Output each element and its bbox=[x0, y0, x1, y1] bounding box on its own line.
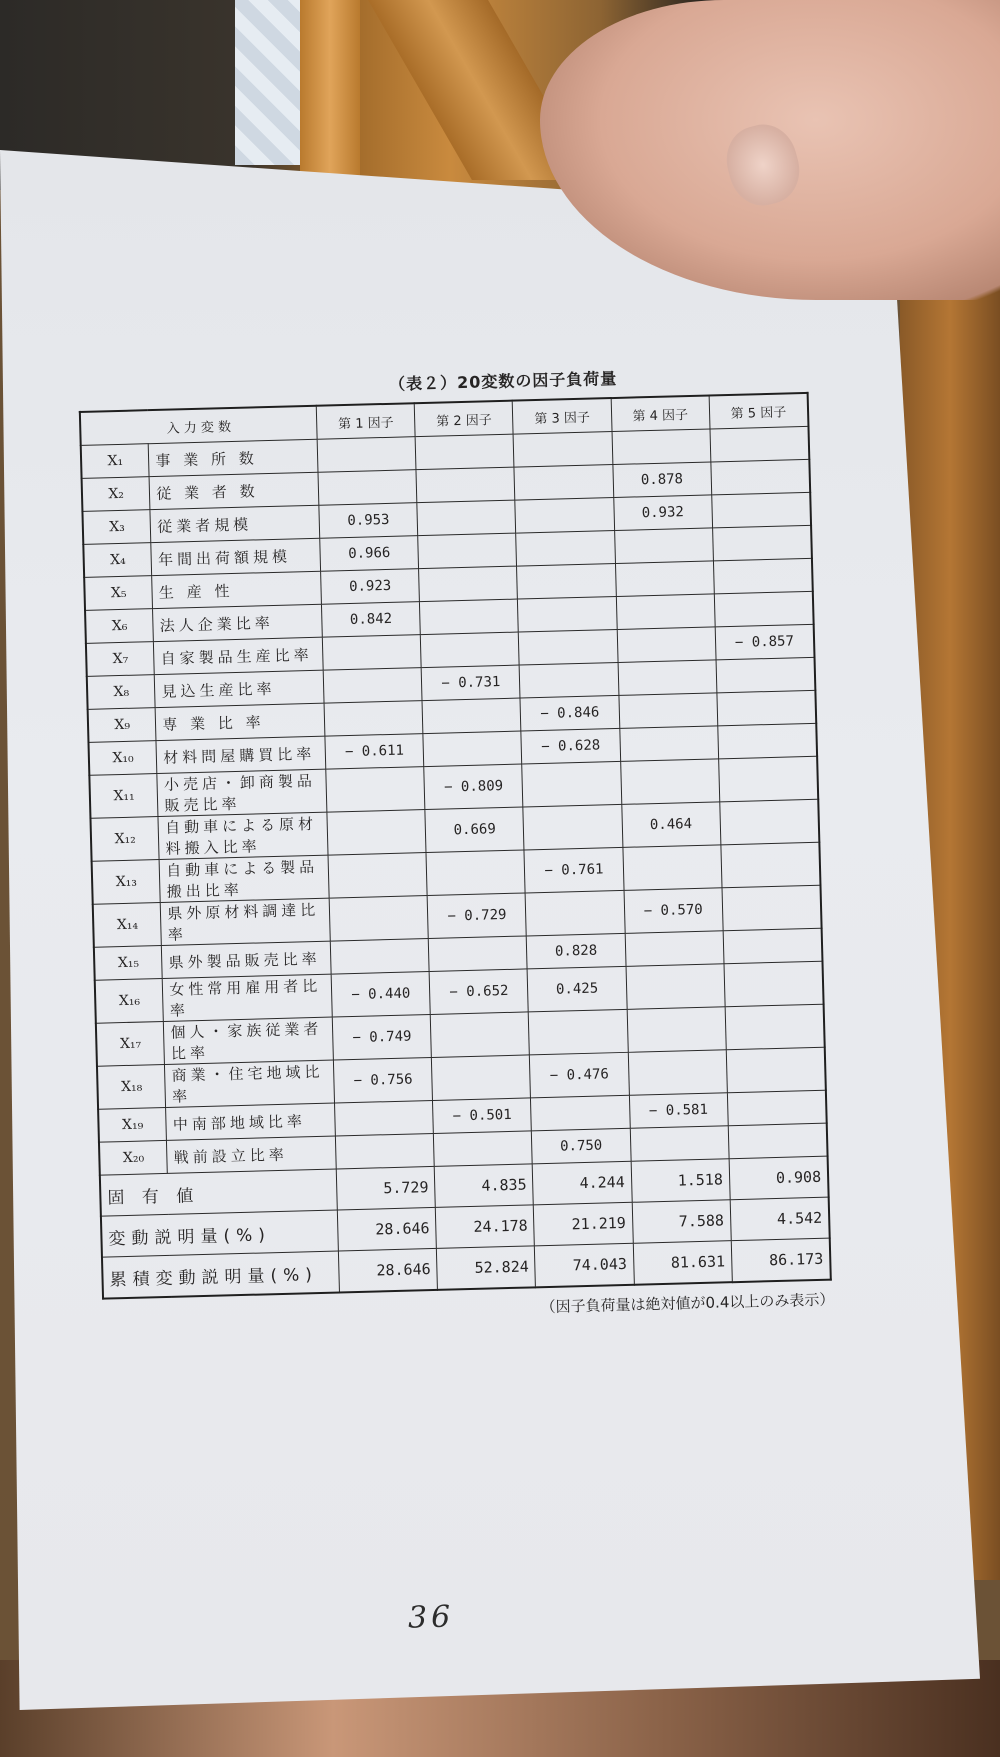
loading-value bbox=[418, 533, 517, 569]
loading-value bbox=[329, 896, 428, 942]
variable-name: 小売店・卸商製品販売比率 bbox=[157, 769, 327, 816]
variable-code: X₂₀ bbox=[99, 1140, 168, 1175]
variable-name: 自家製品生産比率 bbox=[154, 637, 324, 674]
loading-value: 0.750 bbox=[532, 1128, 631, 1164]
header-factor-3: 第 3 因子 bbox=[513, 398, 612, 434]
variable-name: 法人企業比率 bbox=[153, 604, 323, 641]
variable-code: X₁₁ bbox=[89, 774, 158, 819]
loading-value bbox=[517, 564, 616, 600]
loading-value bbox=[625, 931, 724, 967]
header-factor-4: 第 4 因子 bbox=[611, 395, 710, 431]
loading-value: − 0.570 bbox=[624, 888, 723, 934]
summary-label: 累積変動説明量(%) bbox=[102, 1251, 340, 1299]
variable-name: 年間出荷額規模 bbox=[151, 538, 321, 575]
loading-value bbox=[335, 1100, 434, 1136]
loading-value: 0.828 bbox=[527, 933, 626, 969]
loading-value bbox=[317, 437, 416, 473]
loading-value bbox=[714, 591, 814, 627]
summary-value: 0.908 bbox=[729, 1156, 829, 1200]
variable-code: X₁₂ bbox=[90, 817, 159, 862]
loading-value bbox=[721, 842, 821, 888]
summary-value: 81.631 bbox=[633, 1241, 732, 1285]
loading-value bbox=[522, 761, 621, 807]
loading-value bbox=[722, 885, 822, 931]
summary-value: 4.542 bbox=[730, 1197, 830, 1241]
loading-value bbox=[421, 632, 520, 668]
loading-value bbox=[525, 890, 624, 936]
loading-value bbox=[326, 767, 425, 813]
table-footnote: （因子負荷量は絶対値が0.4以上のみ表示） bbox=[540, 1290, 835, 1317]
loading-value bbox=[419, 566, 518, 602]
variable-code: X₇ bbox=[86, 642, 155, 677]
loading-value: − 0.628 bbox=[521, 728, 620, 764]
variable-code: X₉ bbox=[88, 708, 157, 743]
variable-name: 従業者規模 bbox=[150, 505, 320, 542]
header-factor-2: 第 2 因子 bbox=[414, 401, 513, 437]
loading-value bbox=[420, 599, 519, 635]
loading-value bbox=[513, 432, 612, 468]
loading-value bbox=[428, 936, 527, 972]
loading-value: 0.464 bbox=[621, 802, 720, 848]
loading-value: − 0.809 bbox=[424, 764, 523, 810]
background-chair-leg bbox=[300, 0, 360, 190]
table-caption: （表２）20変数の因子負荷量 bbox=[388, 368, 618, 394]
summary-value: 4.244 bbox=[533, 1161, 632, 1205]
variable-name: 女性常用雇用者比率 bbox=[163, 974, 333, 1021]
variable-name: 自動車による原材料搬入比率 bbox=[158, 812, 328, 859]
loading-value bbox=[529, 1009, 628, 1055]
loading-value bbox=[618, 693, 717, 729]
variable-name: 県外製品販売比率 bbox=[162, 941, 332, 978]
loading-value: − 0.731 bbox=[421, 665, 520, 701]
loading-value bbox=[622, 845, 721, 891]
loading-value: − 0.611 bbox=[325, 734, 424, 770]
loading-value bbox=[328, 853, 427, 899]
summary-value: 86.173 bbox=[731, 1238, 831, 1282]
loading-value bbox=[518, 596, 617, 632]
loading-value bbox=[520, 662, 619, 698]
loading-value: − 0.857 bbox=[715, 624, 815, 660]
variable-name: 材料問屋購買比率 bbox=[156, 736, 326, 773]
loading-value bbox=[728, 1123, 828, 1159]
loading-value: 0.878 bbox=[612, 462, 711, 498]
header-factor-1: 第 1 因子 bbox=[316, 403, 415, 439]
loading-value bbox=[716, 657, 816, 693]
loading-value bbox=[327, 810, 426, 856]
loading-value: 0.425 bbox=[527, 966, 626, 1012]
loading-value bbox=[727, 1090, 827, 1126]
summary-value: 1.518 bbox=[631, 1159, 730, 1203]
loading-value: 0.842 bbox=[322, 602, 421, 638]
variable-name: 中南部地域比率 bbox=[166, 1103, 336, 1140]
loading-value bbox=[724, 961, 824, 1007]
loading-value bbox=[626, 964, 725, 1010]
loading-value bbox=[725, 1004, 825, 1050]
variable-code: X₁₀ bbox=[88, 741, 157, 776]
page-content bbox=[78, 361, 843, 1329]
loading-value: − 0.756 bbox=[333, 1057, 432, 1103]
loading-value bbox=[628, 1050, 727, 1096]
variable-code: X₅ bbox=[84, 576, 153, 611]
loading-value bbox=[712, 525, 812, 561]
summary-value: 24.178 bbox=[436, 1205, 535, 1249]
loading-value bbox=[718, 756, 818, 802]
variable-name: 商業・住宅地域比率 bbox=[165, 1060, 335, 1107]
loading-value bbox=[619, 726, 718, 762]
loading-value bbox=[710, 426, 810, 462]
loading-value: 0.953 bbox=[319, 503, 418, 539]
loading-value: − 0.846 bbox=[520, 695, 619, 731]
loading-value bbox=[432, 1055, 531, 1101]
page-number: 36 bbox=[407, 1599, 455, 1636]
variable-code: X₈ bbox=[87, 675, 156, 710]
loading-value bbox=[422, 698, 521, 734]
summary-label: 変動説明量(%) bbox=[101, 1210, 339, 1257]
loading-value: 0.932 bbox=[613, 495, 712, 531]
variable-name: 専 業 比 率 bbox=[155, 703, 325, 740]
variable-code: X₁₉ bbox=[98, 1107, 167, 1142]
loading-value bbox=[711, 492, 811, 528]
loading-value bbox=[615, 561, 714, 597]
variable-name: 県外原材料調達比率 bbox=[161, 898, 331, 945]
loading-value bbox=[627, 1007, 726, 1053]
loading-value bbox=[531, 1095, 630, 1131]
loading-value bbox=[415, 434, 514, 470]
loading-value bbox=[726, 1047, 826, 1093]
loading-value bbox=[322, 635, 421, 671]
variable-name: 戦前設立比率 bbox=[167, 1136, 337, 1173]
variable-name: 自動車による製品搬出比率 bbox=[159, 855, 329, 902]
loading-value bbox=[620, 759, 719, 805]
loading-value bbox=[614, 528, 713, 564]
loading-value bbox=[430, 1012, 529, 1058]
factor-loading-table bbox=[79, 392, 832, 1300]
loading-value bbox=[519, 629, 618, 665]
summary-value: 7.588 bbox=[632, 1200, 731, 1244]
loading-value: − 0.652 bbox=[429, 969, 528, 1015]
loading-value bbox=[713, 558, 813, 594]
loading-value bbox=[324, 701, 423, 737]
loading-value bbox=[618, 660, 717, 696]
summary-value: 52.824 bbox=[437, 1246, 536, 1290]
loading-value bbox=[515, 498, 614, 534]
loading-value bbox=[719, 799, 819, 845]
loading-value bbox=[416, 467, 515, 503]
loading-value: − 0.501 bbox=[433, 1098, 532, 1134]
summary-value: 28.646 bbox=[338, 1248, 437, 1292]
loading-value bbox=[330, 939, 429, 975]
summary-value: 28.646 bbox=[337, 1207, 436, 1251]
loading-value: − 0.761 bbox=[524, 847, 623, 893]
variable-name: 個人・家族従業者比率 bbox=[164, 1017, 334, 1064]
variable-code: X₄ bbox=[83, 543, 152, 578]
summary-value: 4.835 bbox=[434, 1164, 533, 1208]
variable-code: X₁₄ bbox=[93, 903, 162, 948]
loading-value bbox=[516, 531, 615, 567]
variable-name: 従 業 者 数 bbox=[149, 472, 319, 509]
variable-code: X₁₈ bbox=[97, 1064, 166, 1109]
variable-code: X₁₃ bbox=[92, 860, 161, 905]
loading-value: − 0.581 bbox=[629, 1093, 728, 1129]
variable-name: 生 産 性 bbox=[152, 571, 322, 608]
loading-value bbox=[616, 594, 715, 630]
loading-value bbox=[630, 1126, 729, 1162]
loading-value: − 0.476 bbox=[530, 1052, 629, 1098]
loading-value bbox=[318, 470, 417, 506]
variable-code: X₂ bbox=[82, 477, 151, 512]
variable-code: X₁₇ bbox=[96, 1021, 165, 1066]
summary-value: 74.043 bbox=[535, 1243, 634, 1287]
header-input-variables: 入 力 変 数 bbox=[80, 406, 317, 446]
loading-value bbox=[711, 459, 811, 495]
variable-code: X₁₅ bbox=[94, 946, 163, 981]
loading-value bbox=[617, 627, 716, 663]
loading-value: 0.966 bbox=[320, 536, 419, 572]
summary-label: 固 有 値 bbox=[100, 1169, 338, 1216]
variable-name: 見込生産比率 bbox=[155, 670, 325, 707]
loading-value bbox=[717, 723, 817, 759]
summary-value: 5.729 bbox=[336, 1166, 435, 1210]
loading-value bbox=[434, 1131, 533, 1167]
header-factor-5: 第 5 因子 bbox=[709, 393, 809, 429]
loading-value: − 0.729 bbox=[427, 893, 526, 939]
summary-value: 21.219 bbox=[534, 1202, 633, 1246]
loading-value bbox=[323, 668, 422, 704]
loading-value bbox=[523, 804, 622, 850]
loading-value bbox=[423, 731, 522, 767]
loading-value: 0.669 bbox=[425, 807, 524, 853]
variable-code: X₃ bbox=[82, 510, 151, 545]
loading-value bbox=[723, 928, 823, 964]
loading-value bbox=[717, 690, 817, 726]
variable-code: X₁ bbox=[81, 444, 150, 479]
variable-name: 事 業 所 数 bbox=[149, 439, 319, 476]
variable-code: X₁₆ bbox=[95, 978, 164, 1023]
loading-value bbox=[426, 850, 525, 896]
loading-value: − 0.749 bbox=[332, 1014, 431, 1060]
loading-value bbox=[417, 500, 516, 536]
loading-value: 0.923 bbox=[321, 569, 420, 605]
loading-value bbox=[514, 465, 613, 501]
loading-value bbox=[335, 1133, 434, 1169]
variable-code: X₆ bbox=[85, 609, 154, 644]
loading-value bbox=[612, 429, 711, 465]
loading-value: − 0.440 bbox=[331, 972, 430, 1018]
